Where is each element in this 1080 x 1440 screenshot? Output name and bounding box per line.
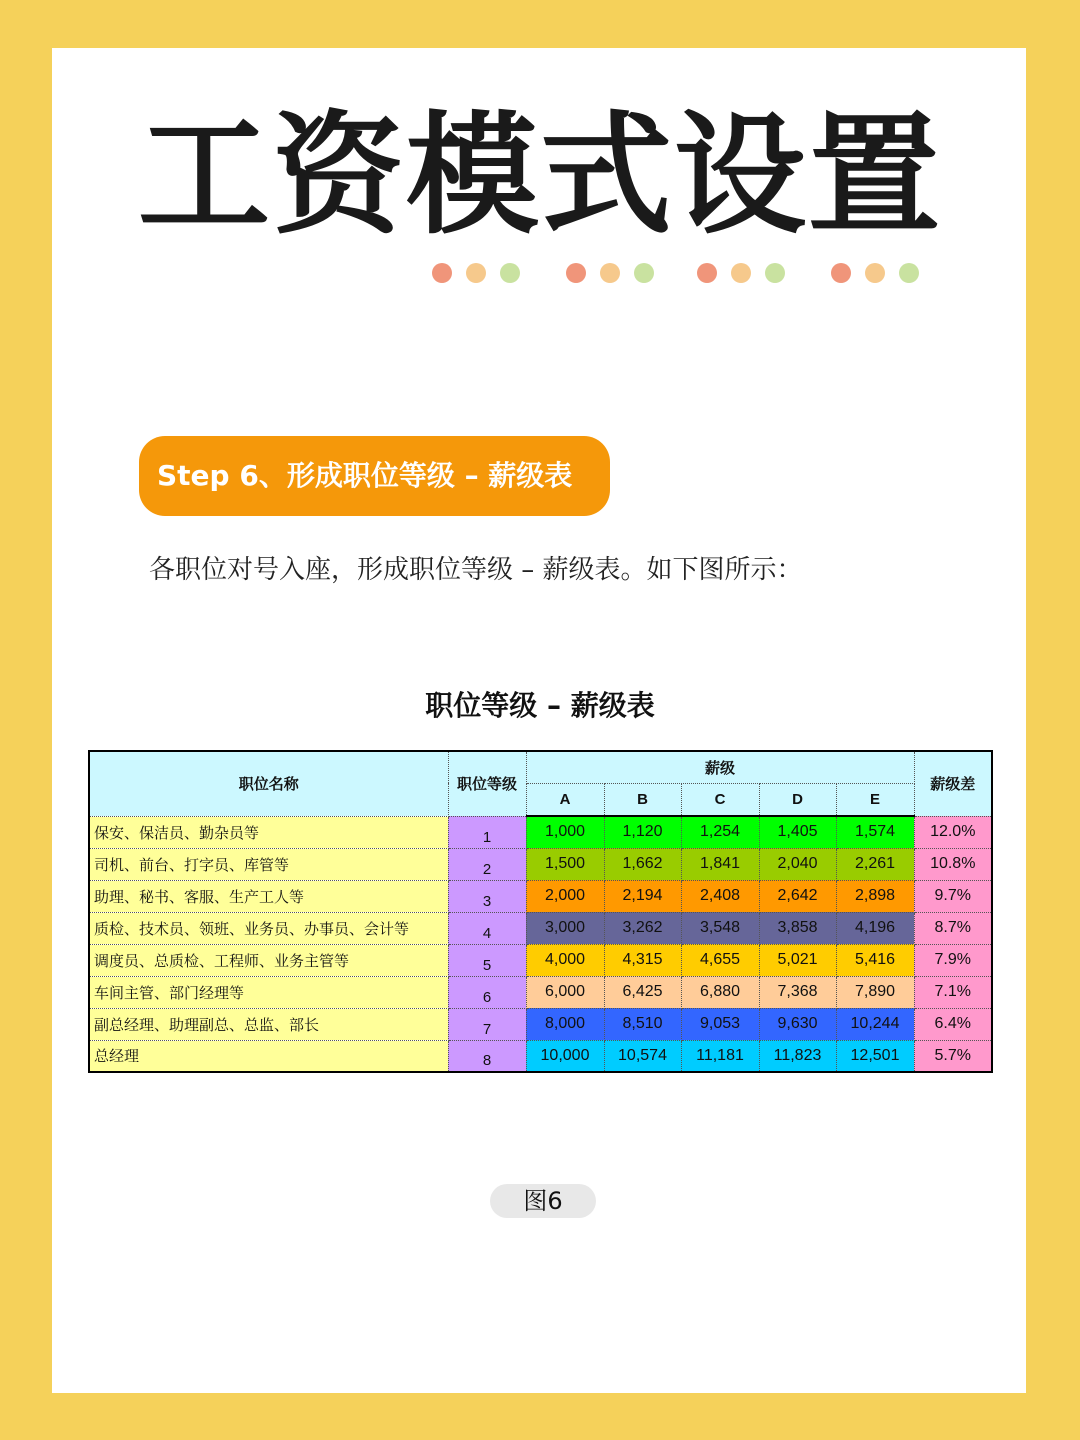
level-diff-cell: 9.7% (914, 880, 992, 912)
decorative-dots (0, 263, 1080, 285)
salary-value-cell: 1,500 (526, 848, 604, 880)
salary-value-cell: 1,120 (604, 816, 681, 848)
salary-value-cell: 4,000 (526, 944, 604, 976)
decorative-dot (566, 263, 586, 283)
salary-value-cell: 3,548 (681, 912, 759, 944)
header-level-e: E (836, 783, 914, 816)
salary-value-cell: 2,040 (759, 848, 836, 880)
decorative-dot (765, 263, 785, 283)
level-diff-cell: 10.8% (914, 848, 992, 880)
decorative-dot (865, 263, 885, 283)
table-row (89, 816, 992, 848)
salary-value-cell: 2,000 (526, 880, 604, 912)
position-name-cell: 副总经理、助理副总、总监、部长 (89, 1008, 448, 1040)
salary-value-cell: 2,408 (681, 880, 759, 912)
table-row (89, 848, 992, 880)
salary-value-cell: 1,405 (759, 816, 836, 848)
table-row (89, 912, 992, 944)
salary-value-cell: 12,501 (836, 1040, 914, 1072)
salary-value-cell: 2,642 (759, 880, 836, 912)
step-label: Step 6、形成职位等级 – 薪级表 (139, 436, 610, 516)
salary-value-cell: 1,574 (836, 816, 914, 848)
salary-value-cell: 1,000 (526, 816, 604, 848)
intro-text: 各职位对号入座，形成职位等级 – 薪级表。如下图所示： (149, 555, 803, 585)
position-grade-cell: 2 (448, 848, 526, 880)
position-grade-cell: 5 (448, 944, 526, 976)
salary-value-cell: 9,630 (759, 1008, 836, 1040)
level-diff-cell: 5.7% (914, 1040, 992, 1072)
header-level-d: D (759, 783, 836, 816)
salary-value-cell: 10,244 (836, 1008, 914, 1040)
decorative-dot (831, 263, 851, 283)
decorative-dot (634, 263, 654, 283)
position-name-cell: 助理、秘书、客服、生产工人等 (89, 880, 448, 912)
position-name-cell: 调度员、总质检、工程师、业务主管等 (89, 944, 448, 976)
table-row (89, 1040, 992, 1072)
header-level-b: B (604, 783, 681, 816)
salary-value-cell: 10,000 (526, 1040, 604, 1072)
salary-value-cell: 3,000 (526, 912, 604, 944)
header-level-diff: 薪级差 (914, 751, 992, 816)
salary-value-cell: 4,655 (681, 944, 759, 976)
salary-value-cell: 1,662 (604, 848, 681, 880)
salary-value-cell: 6,425 (604, 976, 681, 1008)
header-salary-level: 薪级 (526, 751, 914, 783)
salary-value-cell: 8,510 (604, 1008, 681, 1040)
figure-label: 图6 (490, 1184, 596, 1218)
salary-value-cell: 3,262 (604, 912, 681, 944)
decorative-dot (697, 263, 717, 283)
position-name-cell: 司机、前台、打字员、库管等 (89, 848, 448, 880)
salary-value-cell: 5,021 (759, 944, 836, 976)
decorative-dot (500, 263, 520, 283)
position-name-cell: 质检、技术员、领班、业务员、办事员、会计等 (89, 912, 448, 944)
position-name-cell: 保安、保洁员、勤杂员等 (89, 816, 448, 848)
table-row (89, 944, 992, 976)
salary-value-cell: 1,254 (681, 816, 759, 848)
salary-value-cell: 8,000 (526, 1008, 604, 1040)
salary-value-cell: 2,898 (836, 880, 914, 912)
page-title: 工资模式设置 (138, 98, 942, 253)
table-row (89, 880, 992, 912)
table-row (89, 1008, 992, 1040)
decorative-dot (899, 263, 919, 283)
position-grade-cell: 4 (448, 912, 526, 944)
header-position-name: 职位名称 (89, 751, 448, 816)
salary-value-cell: 3,858 (759, 912, 836, 944)
salary-value-cell: 7,368 (759, 976, 836, 1008)
position-grade-cell: 8 (448, 1040, 526, 1072)
level-diff-cell: 7.9% (914, 944, 992, 976)
level-diff-cell: 6.4% (914, 1008, 992, 1040)
salary-value-cell: 4,315 (604, 944, 681, 976)
position-name-cell: 总经理 (89, 1040, 448, 1072)
level-diff-cell: 8.7% (914, 912, 992, 944)
salary-value-cell: 6,000 (526, 976, 604, 1008)
salary-value-cell: 5,416 (836, 944, 914, 976)
salary-value-cell: 2,261 (836, 848, 914, 880)
table-row (89, 976, 992, 1008)
decorative-dot (432, 263, 452, 283)
position-grade-cell: 7 (448, 1008, 526, 1040)
decorative-dot (600, 263, 620, 283)
header-level-c: C (681, 783, 759, 816)
salary-value-cell: 1,841 (681, 848, 759, 880)
position-grade-cell: 3 (448, 880, 526, 912)
level-diff-cell: 7.1% (914, 976, 992, 1008)
header-position-grade: 职位等级 (448, 751, 526, 816)
salary-value-cell: 4,196 (836, 912, 914, 944)
salary-value-cell: 6,880 (681, 976, 759, 1008)
salary-value-cell: 11,181 (681, 1040, 759, 1072)
level-diff-cell: 12.0% (914, 816, 992, 848)
header-level-a: A (526, 783, 604, 816)
salary-value-cell: 9,053 (681, 1008, 759, 1040)
salary-value-cell: 7,890 (836, 976, 914, 1008)
salary-value-cell: 2,194 (604, 880, 681, 912)
position-grade-cell: 6 (448, 976, 526, 1008)
salary-value-cell: 10,574 (604, 1040, 681, 1072)
position-name-cell: 车间主管、部门经理等 (89, 976, 448, 1008)
decorative-dot (731, 263, 751, 283)
decorative-dot (466, 263, 486, 283)
position-grade-cell: 1 (448, 816, 526, 848)
salary-grade-table (88, 750, 993, 1073)
salary-value-cell: 11,823 (759, 1040, 836, 1072)
table-title: 职位等级 – 薪级表 (425, 689, 655, 722)
